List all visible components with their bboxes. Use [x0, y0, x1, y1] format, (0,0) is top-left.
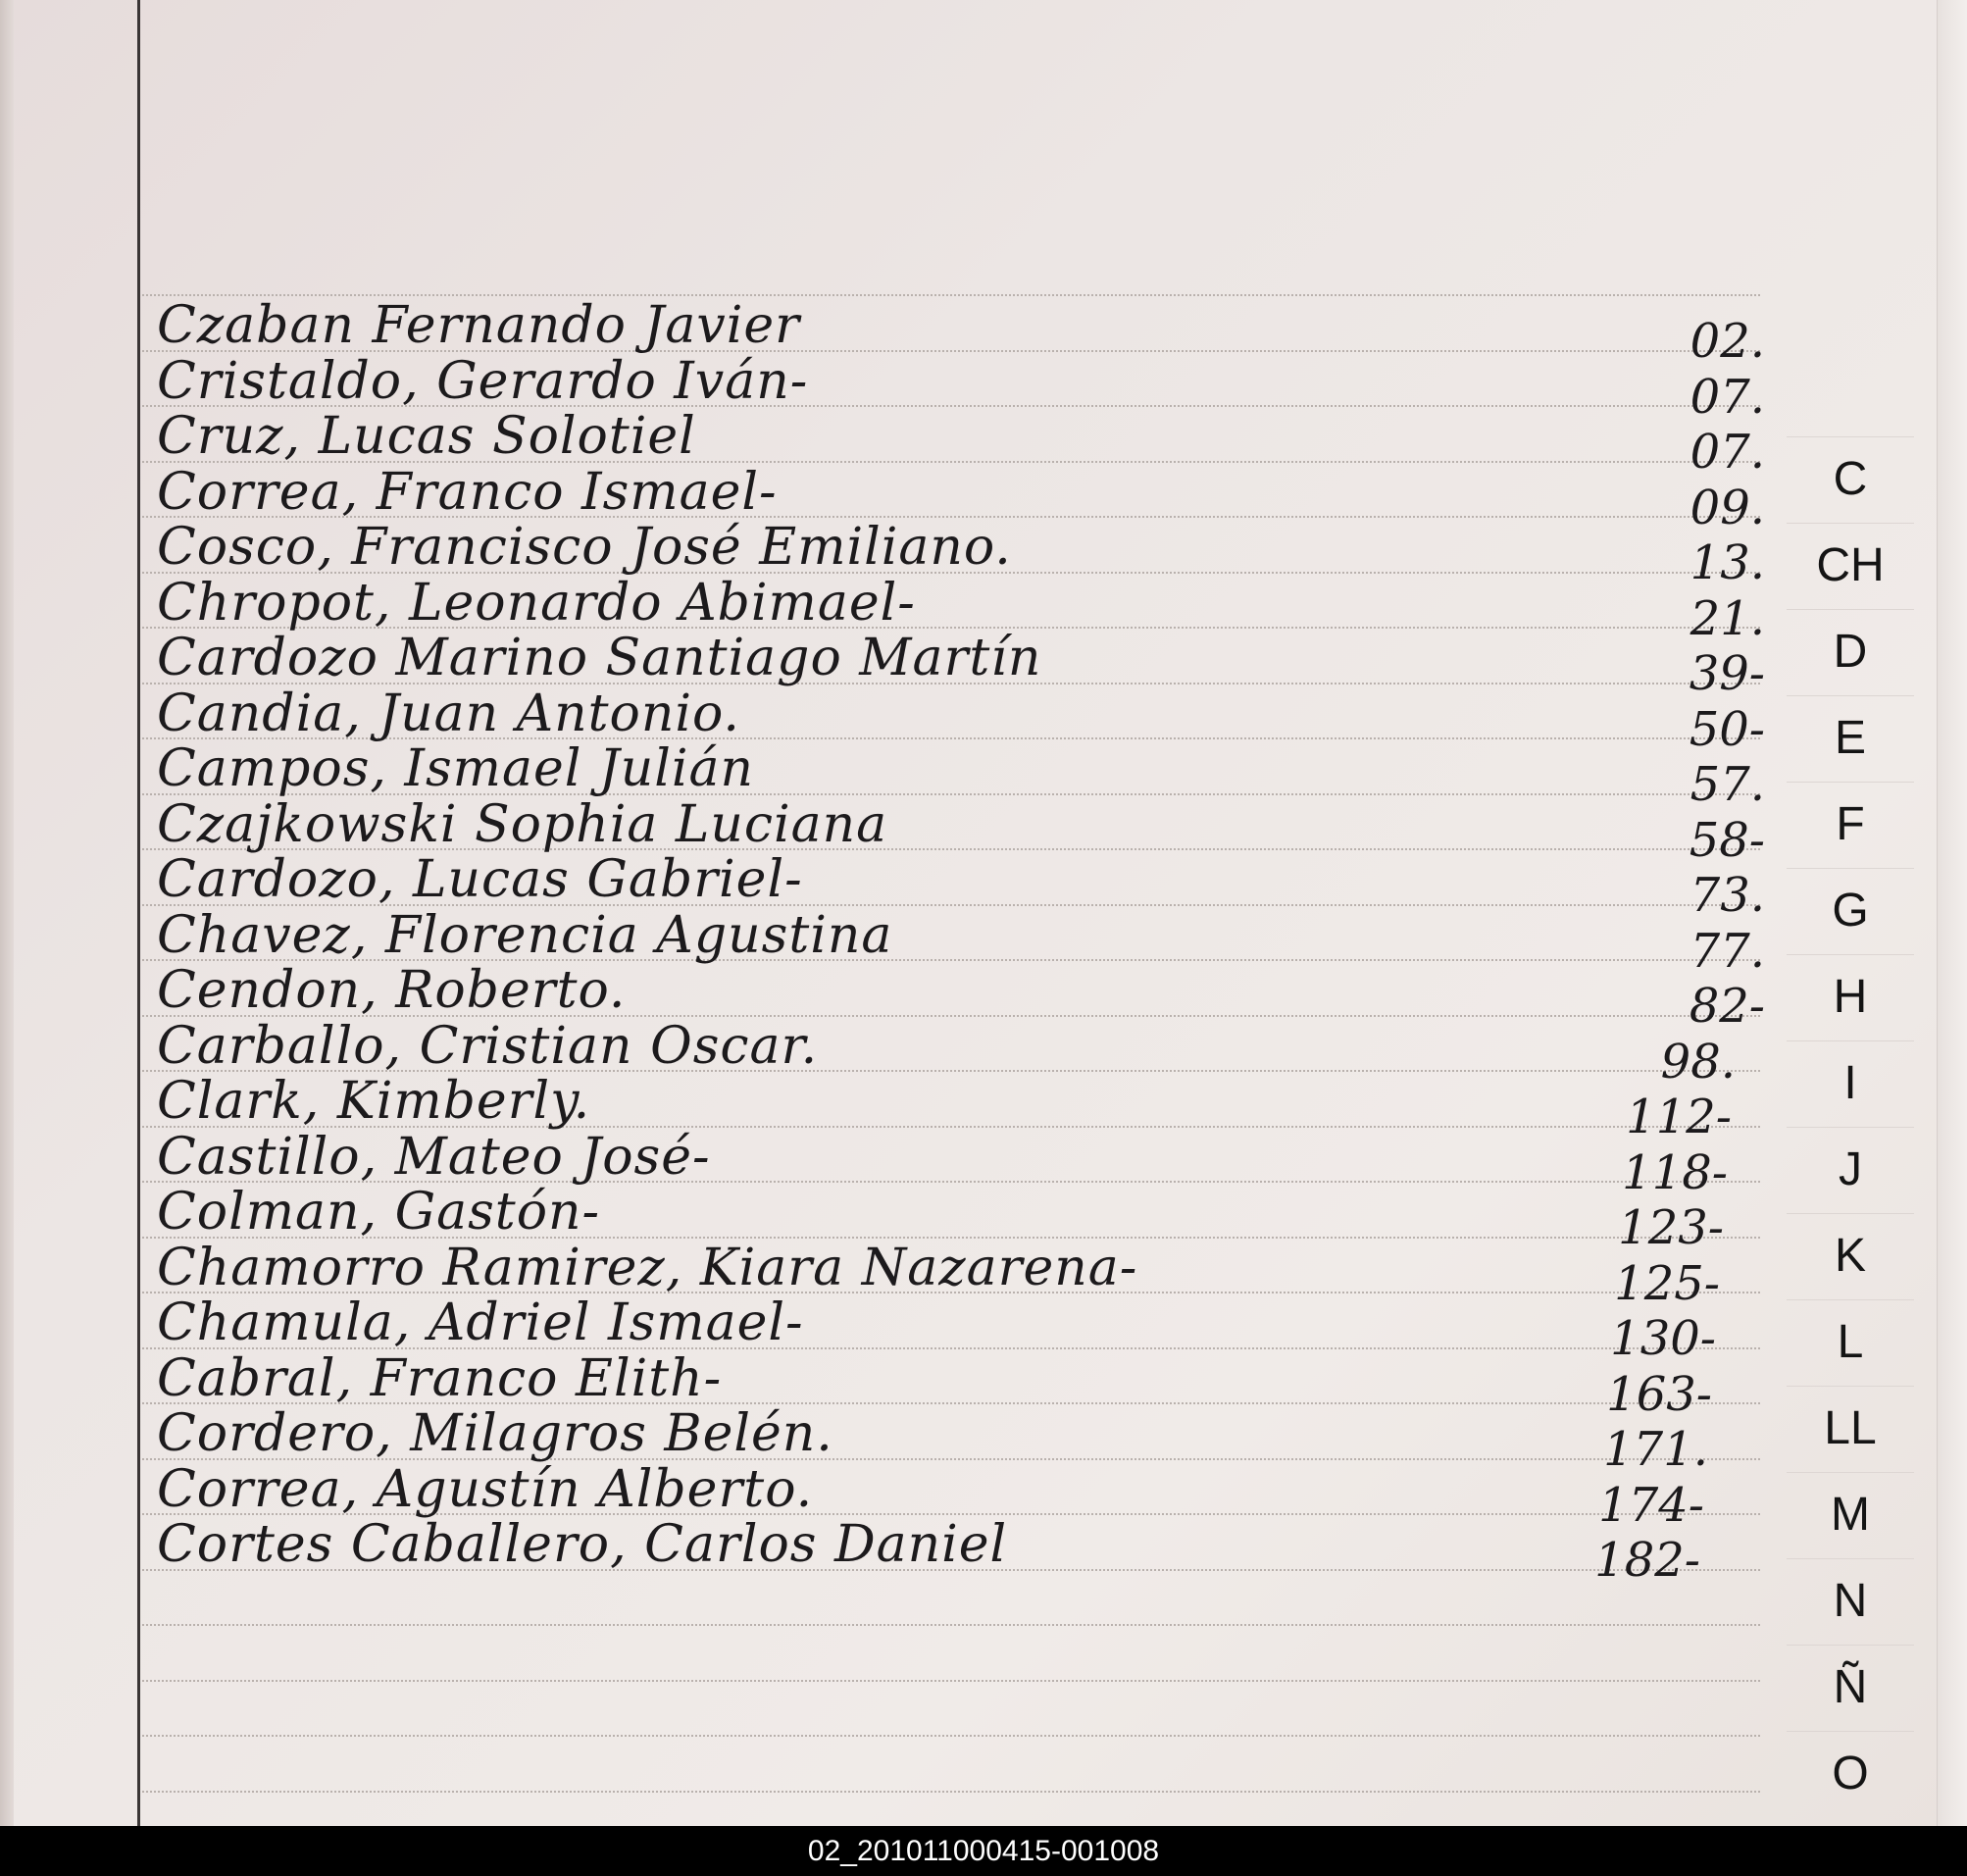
entry-name: Cristaldo, Gerardo Iván- — [157, 351, 809, 411]
entry-name: Carballo, Cristian Oscar. — [157, 1016, 819, 1076]
ruled-line — [142, 1735, 1760, 1737]
index-tab[interactable]: G — [1787, 868, 1914, 953]
entry-page-number: 174- — [1598, 1477, 1704, 1533]
entry-name: Chropot, Leonardo Abimael- — [157, 573, 916, 633]
image-caption: 02_201011000415-001008 — [807, 1835, 1160, 1867]
entry-name: Colman, Gastón- — [157, 1183, 601, 1242]
entry-page-number: 02. — [1690, 314, 1765, 369]
index-tab[interactable]: M — [1787, 1472, 1914, 1557]
caption-bar — [0, 1826, 1967, 1876]
index-tab[interactable]: CH — [1787, 523, 1914, 608]
entry-name: Correa, Franco Ismael- — [157, 462, 778, 522]
index-tab[interactable]: J — [1787, 1127, 1914, 1212]
entry-page-number: 77. — [1690, 923, 1765, 979]
index-tab[interactable]: K — [1787, 1213, 1914, 1298]
entry-page-number: 171. — [1603, 1422, 1708, 1477]
entry-page-number: 118- — [1622, 1144, 1728, 1200]
entry-page-number: 82- — [1689, 979, 1765, 1034]
index-tab[interactable]: C — [1787, 436, 1914, 522]
page-left-edge — [0, 0, 14, 1826]
entry-page-number: 98. — [1660, 1034, 1736, 1090]
entry-name: Cruz, Lucas Solotiel — [157, 407, 696, 466]
entry-name: Chamorro Ramirez, Kiara Nazarena- — [157, 1238, 1138, 1297]
entry-name: Cardozo, Lucas Gabriel- — [157, 850, 803, 909]
entry-page-number: 182- — [1594, 1533, 1700, 1588]
entry-name: Chamula, Adriel Ismael- — [157, 1293, 804, 1352]
entry-name: Clark, Kimberly. — [157, 1072, 591, 1131]
entry-name: Castillo, Mateo José- — [157, 1127, 711, 1187]
ledger-entries — [118, 0, 1775, 1826]
index-tab[interactable]: Ñ — [1787, 1645, 1914, 1730]
index-tab[interactable]: E — [1787, 695, 1914, 781]
entry-name: Czaban Fernando Javier — [157, 296, 800, 355]
entry-name: Cortes Caballero, Carlos Daniel — [157, 1515, 1008, 1574]
index-tab[interactable]: H — [1787, 954, 1914, 1039]
entry-page-number: 58- — [1689, 812, 1765, 868]
entry-page-number: 57. — [1690, 757, 1765, 812]
entry-page-number: 130- — [1610, 1311, 1716, 1366]
entry-page-number: 07. — [1690, 369, 1765, 425]
ruled-line — [142, 1680, 1760, 1682]
entry-name: Cordero, Milagros Belén. — [157, 1404, 833, 1463]
entry-name: Cendon, Roberto. — [157, 961, 627, 1020]
entry-name: Cosco, Francisco José Emiliano. — [157, 518, 1012, 577]
entry-name: Correa, Agustín Alberto. — [157, 1459, 814, 1519]
entry-name: Cardozo Marino Santiago Martín — [157, 629, 1042, 687]
ruled-line — [142, 1624, 1760, 1626]
entry-page-number: 112- — [1626, 1090, 1732, 1144]
index-tab[interactable]: L — [1787, 1299, 1914, 1385]
page-right-edge — [1937, 0, 1967, 1826]
index-tab[interactable]: N — [1787, 1558, 1914, 1644]
entry-page-number: 13. — [1690, 535, 1765, 590]
entry-page-number: 50- — [1689, 701, 1765, 757]
entry-page-number: 09. — [1690, 480, 1765, 535]
entry-page-number: 125- — [1614, 1255, 1720, 1311]
entry-page-number: 39- — [1689, 646, 1765, 701]
entry-name: Candia, Juan Antonio. — [157, 684, 740, 743]
entry-name: Czajkowski Sophia Luciana — [157, 794, 888, 854]
entry-page-number: 163- — [1606, 1366, 1712, 1422]
entry-page-number: 07. — [1690, 425, 1765, 480]
entry-name: Campos, Ismael Julián — [157, 739, 754, 798]
ruled-line — [142, 1791, 1760, 1793]
entry-name: Chavez, Florencia Agustina — [157, 905, 893, 965]
entry-page-number: 73. — [1690, 868, 1765, 923]
index-tab[interactable]: LL — [1787, 1386, 1914, 1471]
entry-page-number: 123- — [1618, 1200, 1724, 1255]
index-tab[interactable]: I — [1787, 1040, 1914, 1126]
entry-name: Cabral, Franco Elith- — [157, 1348, 723, 1408]
index-tab[interactable]: O — [1787, 1731, 1914, 1816]
index-tab[interactable]: D — [1787, 609, 1914, 694]
index-tab[interactable]: F — [1787, 782, 1914, 867]
entry-page-number: 21. — [1690, 590, 1765, 646]
